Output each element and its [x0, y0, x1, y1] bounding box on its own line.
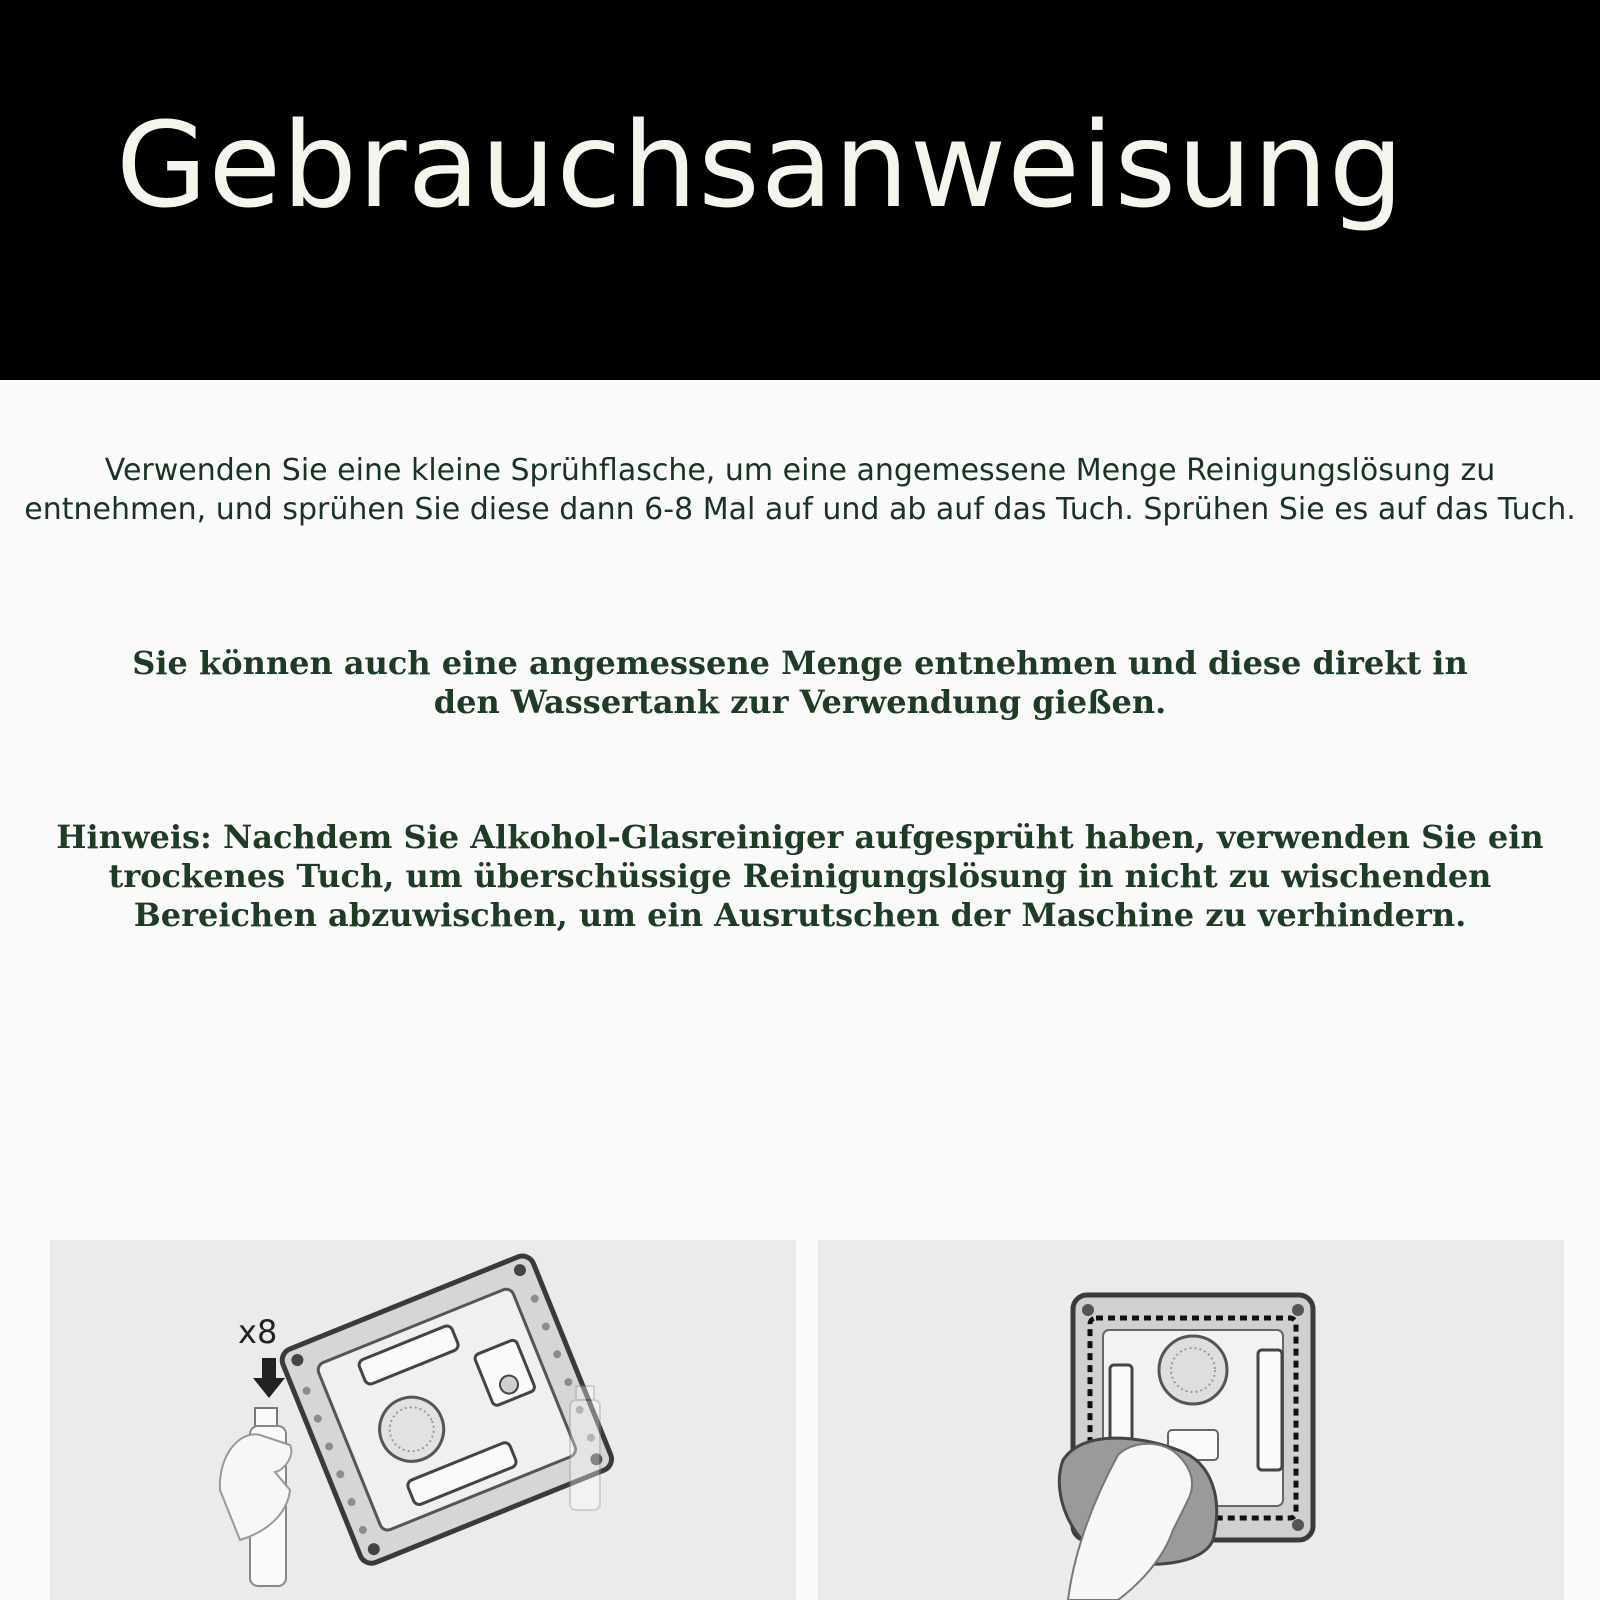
spray-illustration: [50, 1240, 796, 1600]
cleaning-pad: [279, 1252, 615, 1566]
instruction-note: Hinweis: Nachdem Sie Alkohol-Glasreiniger aufgesprüht haben, verwenden Sie ein trockenes Tuch, um überschüssige Reinigungslösung in nicht zu wischenden Bereichen abzuwischen, um ein Ausrutschen der Maschine zu verhindern.: [56, 818, 1544, 934]
arrow-down-icon: [253, 1358, 285, 1398]
faded-bottle-icon: [570, 1386, 600, 1510]
header-banner: [0, 0, 1600, 380]
spray-count-label: x8: [238, 1313, 278, 1351]
illustration-wipe-panel: [818, 1240, 1564, 1600]
illustration-spray-panel: [50, 1240, 796, 1600]
instruction-tank: Sie können auch eine angemessene Menge entnehmen und diese direkt in den Wassertank zur Verwendung gießen.: [132, 644, 1468, 721]
instruction-spray: Verwenden Sie eine kleine Sprühflasche, um eine angemessene Menge Reinigungslösung zu entnehmen, und sprühen Sie diese dann 6-8 Mal auf und ab auf das Tuch. Sprühen Sie es auf das Tuch.: [24, 453, 1576, 527]
page-title: Gebrauchsanweisung: [116, 96, 1405, 234]
wipe-illustration: [818, 1240, 1564, 1600]
